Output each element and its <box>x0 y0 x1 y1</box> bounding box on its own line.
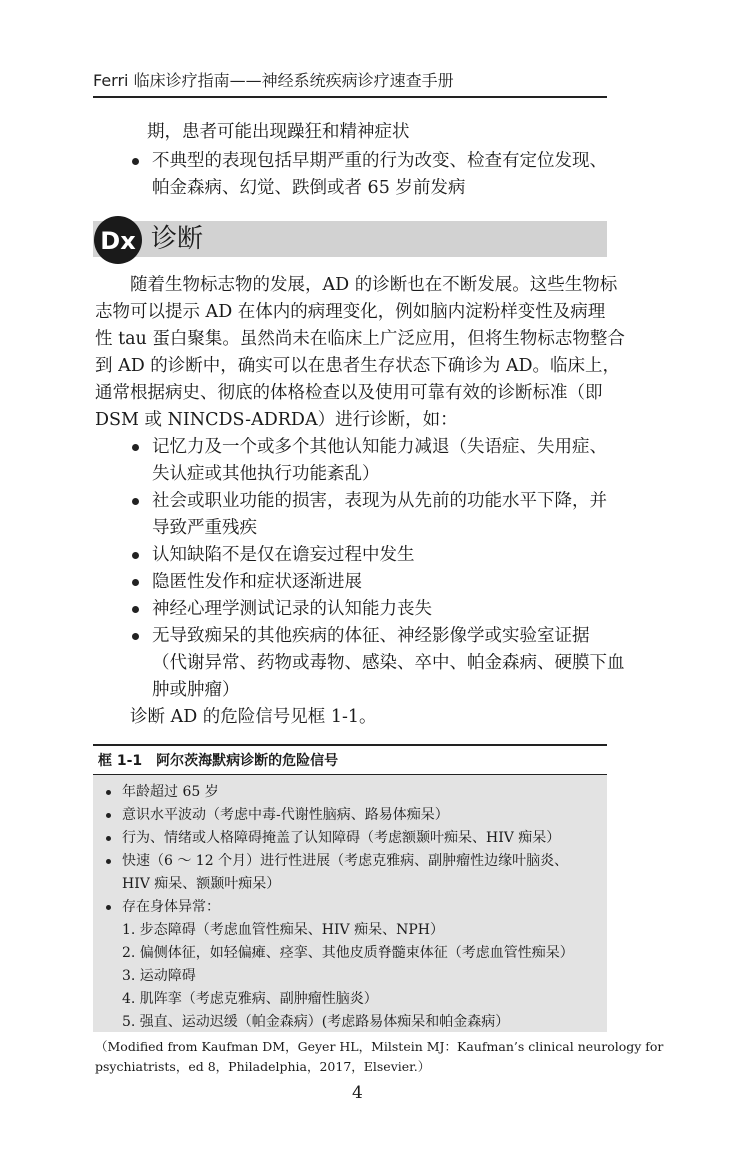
paragraph-line: 到 AD 的诊断中，确实可以在患者生存状态下确诊为 AD。临床上， <box>95 356 621 376</box>
criteria-item-line: 神经心理学测试记录的认知能力丧失 <box>152 594 432 624</box>
page-number: 4 <box>352 1083 363 1103</box>
box-subitem: 4. 肌阵挛（考虑克雅病、副肿瘤性脑炎） <box>122 991 378 1007</box>
box-item-line: 行为、情绪或人格障碍掩盖了认知障碍（考虑额颞叶痴呆、HIV 痴呆） <box>122 827 560 849</box>
box-item-line: 快速（6 ～ 12 个月）进行性进展（考虑克雅病、副肿瘤性边缘叶脑炎、 <box>122 850 568 872</box>
box-top-rule <box>93 744 607 746</box>
header-divider <box>93 96 607 98</box>
criteria-item-line: 失认症或其他执行功能紊乱） <box>152 464 380 484</box>
box-item-line: 年龄超过 65 岁 <box>122 781 219 803</box>
paragraph-line: DSM 或 NINCDS-ADRDA）进行诊断，如： <box>95 410 458 430</box>
criteria-item-line: 无导致痴呆的其他疾病的体征、神经影像学或实验室证据 <box>152 621 590 651</box>
intro-bullet-line-1: 不典型的表现包括早期严重的行为改变、检查有定位发现、 <box>152 146 607 176</box>
criteria-item-line: 导致严重残疾 <box>152 518 257 538</box>
paragraph-line: 志物可以提示 AD 在体内的病理变化，例如脑内淀粉样变性及病理 <box>95 302 606 322</box>
paragraph-line: 通常根据病史、彻底的体格检查以及使用可靠有效的诊断标准（即 <box>95 383 603 403</box>
box-item-line: 意识水平波动（考虑中毒-代谢性脑病、路易体痴呆） <box>122 804 449 826</box>
intro-bullet-line-2: 帕金森病、幻觉、跌倒或者 65 岁前发病 <box>152 178 466 198</box>
box-label: 框 1-1 <box>98 753 143 769</box>
paragraph-line: 性 tau 蛋白聚集。虽然尚未在临床上广泛应用，但将生物标志物整合 <box>95 329 625 349</box>
paragraph-line: 随着生物标志物的发展，AD 的诊断也在不断发展。这些生物标 <box>130 275 618 295</box>
box-heading: 阿尔茨海默病诊断的危险信号 <box>156 753 339 769</box>
criteria-item-line: 肿或肿瘤） <box>152 680 240 700</box>
source-line: psychiatrists，ed 8，Philadelphia，2017，Elsevier.） <box>95 1059 431 1074</box>
box-item-line: 存在身体异常： <box>122 896 220 918</box>
section-title: 诊断 <box>151 224 204 254</box>
criteria-item-line: 社会或职业功能的损害，表现为从先前的功能水平下降，并 <box>152 486 607 516</box>
criteria-item-line: 隐匿性发作和症状逐渐进展 <box>152 567 362 597</box>
running-header-title: Ferri 临床诊疗指南——神经系统疾病诊疗速查手册 <box>93 71 454 90</box>
box-reference-text: 诊断 AD 的危险信号见框 1-1。 <box>130 707 377 727</box>
box-subitem: 5. 强直、运动迟缓（帕金森病）(考虑路易体痴呆和帕金森病） <box>122 1014 510 1030</box>
continuation-text: 期，患者可能出现躁狂和精神症状 <box>147 122 410 142</box>
source-line: （Modified from Kaufman DM，Geyer HL，Milstein MJ：Kaufman’s clinical neurology for <box>95 1039 664 1054</box>
box-title <box>98 751 338 771</box>
box-item-line: HIV 痴呆、额颞叶痴呆） <box>122 876 281 892</box>
criteria-item-line: 认知缺陷不是仅在谵妄过程中发生 <box>152 540 415 570</box>
box-subitem: 2. 偏侧体征，如轻偏瘫、痉挛、其他皮质脊髓束体征（考虑血管性痴呆） <box>122 945 574 961</box>
box-subitem: 1. 步态障碍（考虑血管性痴呆、HIV 痴呆、NPH） <box>122 922 444 938</box>
criteria-item-line: （代谢异常、药物或毒物、感染、卒中、帕金森病、硬膜下血 <box>152 653 625 673</box>
dx-icon-text: Dx <box>100 227 136 255</box>
criteria-item-line: 记忆力及一个或多个其他认知能力减退（失语症、失用症、 <box>152 432 607 462</box>
box-subitem: 3. 运动障碍 <box>122 968 196 984</box>
dx-icon <box>93 215 143 265</box>
